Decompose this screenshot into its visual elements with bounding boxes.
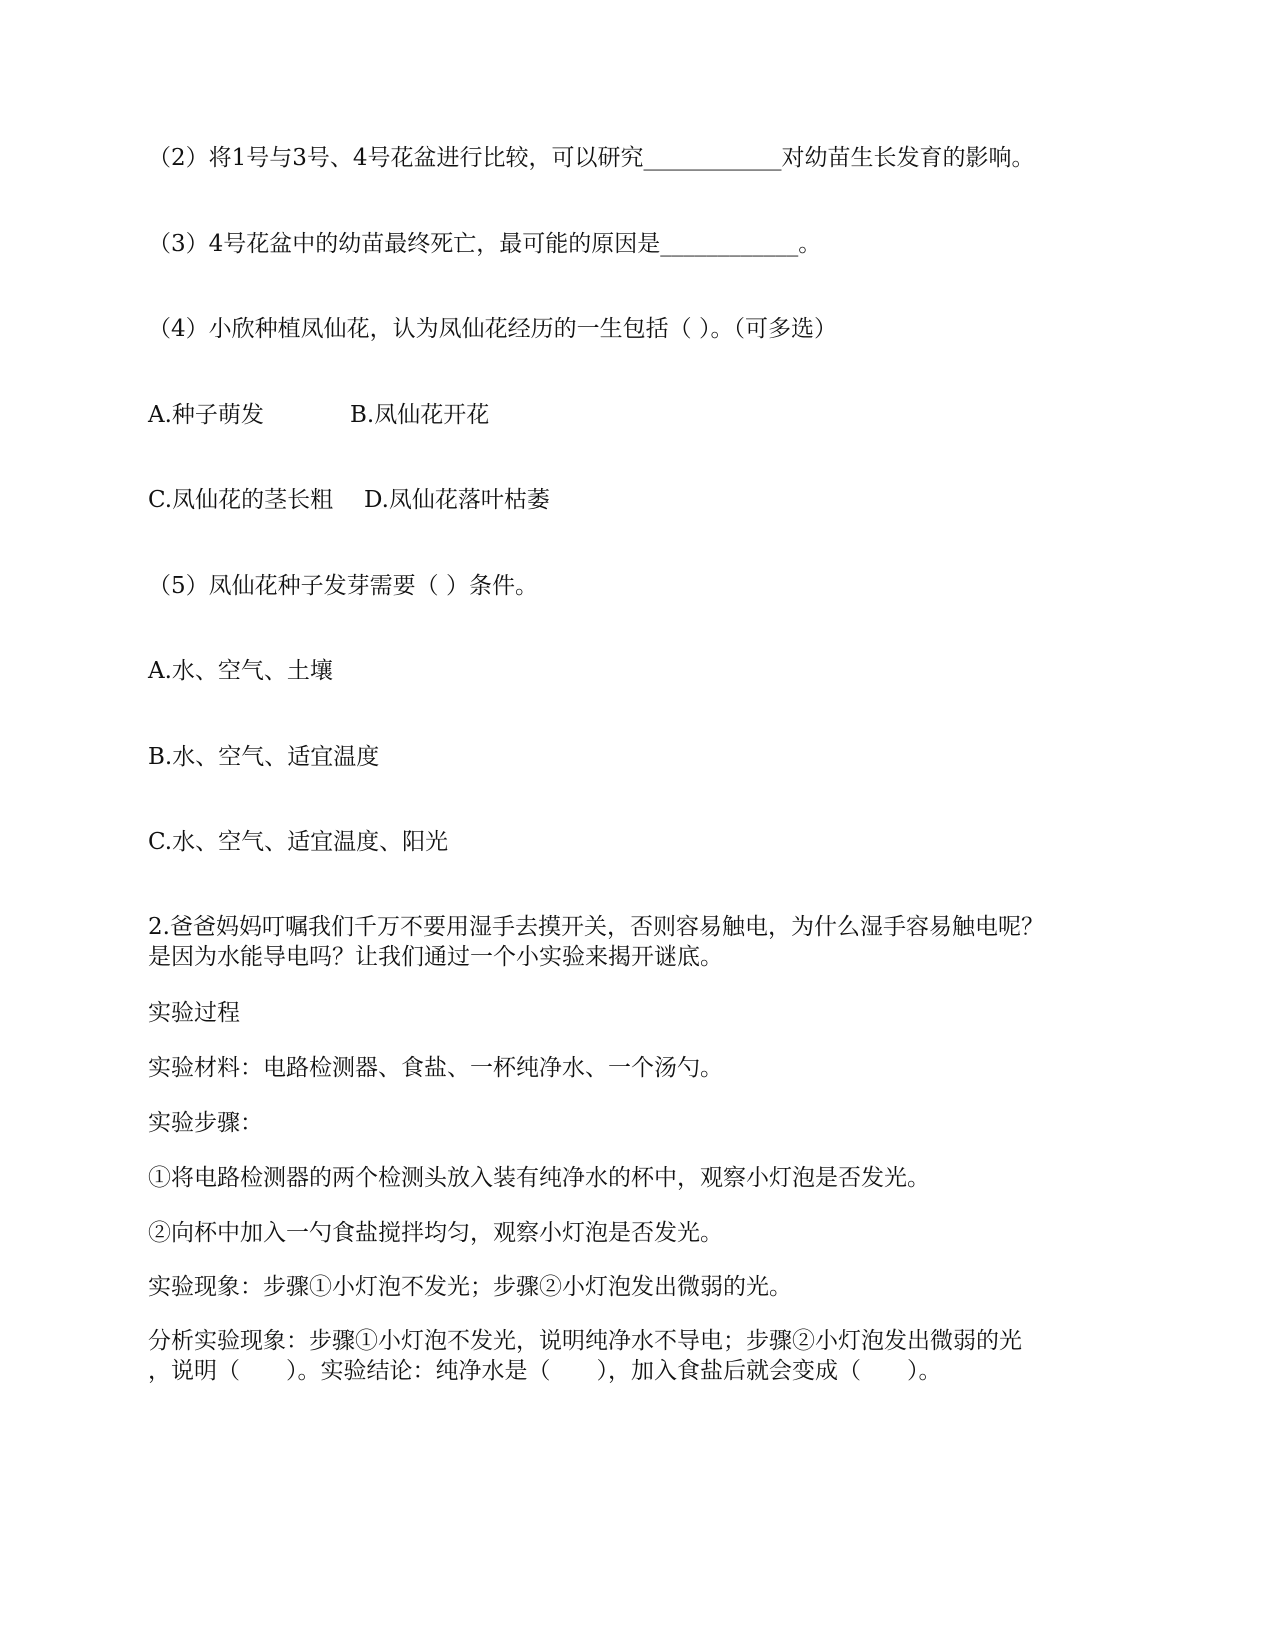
question-1-5-option-b: B.水、空气、适宜温度 bbox=[148, 744, 380, 770]
experiment-step-2: ②向杯中加入一勺食盐搅拌均匀，观察小灯泡是否发光。 bbox=[148, 1220, 723, 1246]
question-1-4-options-row1 bbox=[148, 400, 489, 430]
experiment-process-title: 实验过程 bbox=[148, 1000, 240, 1026]
experiment-analysis-line1: 分析实验现象：步骤①小灯泡不发光，说明纯净水不导电；步骤②小灯泡发出微弱的光 bbox=[148, 1328, 1022, 1354]
question-1-3: （3）4号花盆中的幼苗最终死亡，最可能的原因是____________。 bbox=[148, 231, 822, 257]
question-1-4-options-row2 bbox=[148, 485, 550, 515]
question-2-intro-line1: 2.爸爸妈妈叮嘱我们千万不要用湿手去摸开关，否则容易触电，为什么湿手容易触电呢？ bbox=[148, 914, 1044, 940]
question-1-2: （2）将1号与3号、4号花盆进行比较，可以研究____________对幼苗生长发育的影响。 bbox=[148, 145, 1035, 171]
question-1-5-option-a: A.水、空气、土壤 bbox=[148, 658, 333, 684]
option-a: A.种子萌发 bbox=[148, 402, 264, 428]
experiment-analysis-line2: ，说明（ ）。实验结论：纯净水是（ ），加入食盐后就会变成（ ）。 bbox=[148, 1358, 942, 1384]
option-b: B.凤仙花开花 bbox=[350, 402, 490, 428]
question-2-intro-line2: 是因为水能导电吗？让我们通过一个小实验来揭开谜底。 bbox=[148, 944, 723, 970]
question-1-5: （5）凤仙花种子发芽需要（ ）条件。 bbox=[148, 573, 538, 599]
experiment-phenomenon: 实验现象：步骤①小灯泡不发光；步骤②小灯泡发出微弱的光。 bbox=[148, 1274, 792, 1300]
question-1-5-option-c: C.水、空气、适宜温度、阳光 bbox=[148, 829, 449, 855]
experiment-materials: 实验材料：电路检测器、食盐、一杯纯净水、一个汤勺。 bbox=[148, 1055, 723, 1081]
experiment-step-1: ①将电路检测器的两个检测头放入装有纯净水的杯中，观察小灯泡是否发光。 bbox=[148, 1165, 930, 1191]
question-1-4: （4）小欣种植凤仙花，认为凤仙花经历的一生包括（ ）。（可多选） bbox=[148, 316, 837, 342]
option-c: C.凤仙花的茎长粗 bbox=[148, 487, 334, 513]
experiment-steps-title: 实验步骤： bbox=[148, 1110, 263, 1136]
option-d: D.凤仙花落叶枯萎 bbox=[364, 487, 550, 513]
